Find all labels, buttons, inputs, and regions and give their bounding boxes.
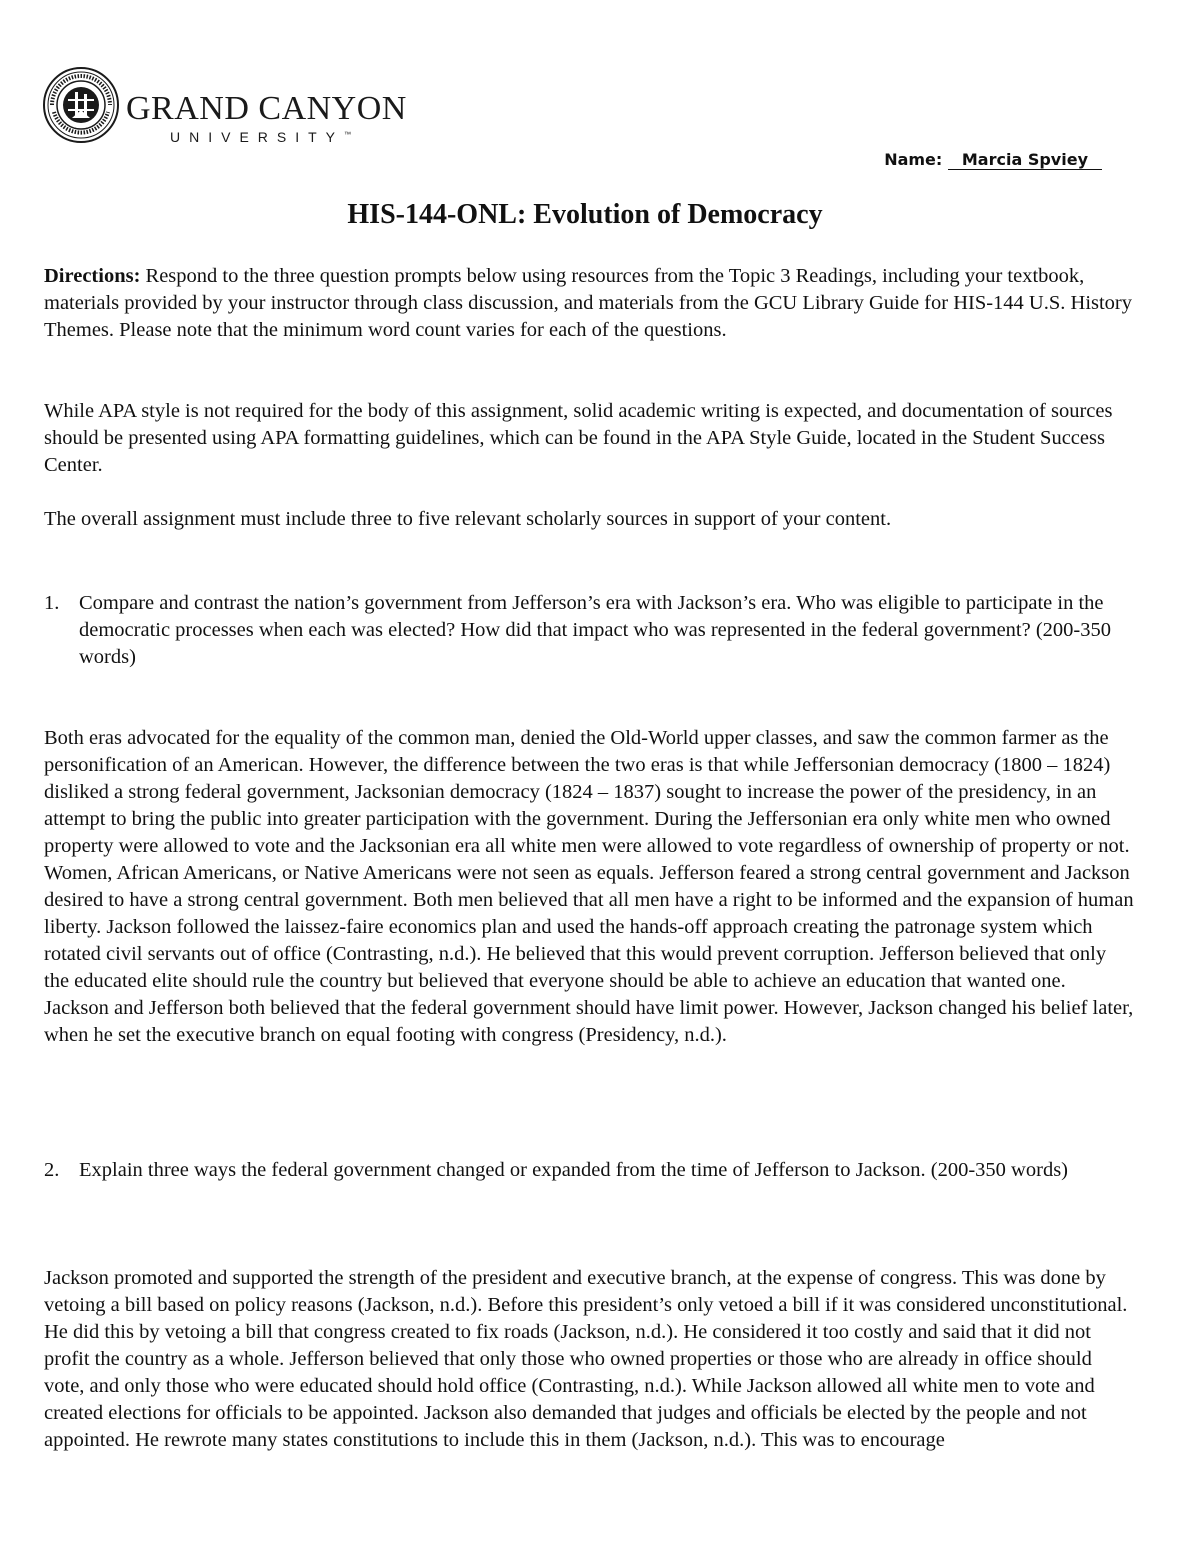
apa-paragraph-text: While APA style is not required for the body of this assignment, solid academic writing is expected, and documentation of sources should be presented using APA formatting guidelines, which can be found in the APA Style Guide, located in the Student Success Center. bbox=[44, 400, 1113, 476]
student-name-line bbox=[884, 150, 1102, 170]
answer-2-text: Jackson promoted and supported the strength of the president and executive branch, at the expense of congress. This was done by vetoing a bill based on policy reasons (Jackson, n.d.). Before this president’s only vetoed a bill if it was considered unconstitutional. He did this by vetoing a bill that congress created to fix roads (Jackson, n.d.). He considered it too costly and said that it did not profit the country as a whole. Jefferson believed that only those who owned properties or those who are already in office should vote, and only those who were educated should hold office (Contrasting, n.d.). While Jackson allowed all white men to vote and created elections for officials to be appointed. Jackson also demanded that judges and officials be elected by the people and not appointed. He rewrote many states constitutions to include this in them (Jackson, n.d.). This was to encourage bbox=[44, 1267, 1128, 1451]
question-1 bbox=[44, 590, 1134, 671]
logo-wordmark: GRAND CANYON bbox=[126, 90, 407, 127]
university-logo bbox=[42, 66, 407, 152]
logo-trademark-mark: ™ bbox=[344, 131, 352, 139]
question-1-number: 1. bbox=[44, 592, 60, 614]
question-2 bbox=[44, 1157, 1134, 1184]
logo-subtitle bbox=[170, 129, 351, 145]
apa-paragraph bbox=[44, 398, 1134, 479]
sources-paragraph-text: The overall assignment must include three to five relevant scholarly sources in support of your content. bbox=[44, 508, 892, 530]
question-1-prompt: Compare and contrast the nation’s government from Jefferson’s era with Jackson’s era. Who was eligible to participate in the democratic processes when each was elected? How did that impact who was represented in the federal government? (200-350 words) bbox=[79, 592, 1111, 668]
sources-paragraph bbox=[44, 506, 1134, 533]
question-2-number: 2. bbox=[44, 1159, 60, 1181]
question-2-prompt: Explain three ways the federal government changed or expanded from the time of Jefferson to Jackson. (200-350 words) bbox=[79, 1159, 1068, 1181]
name-label: Name: bbox=[884, 150, 943, 169]
name-value: Marcia Spviey bbox=[948, 150, 1102, 170]
logo-subtitle-text: UNIVERSITY bbox=[170, 129, 345, 145]
directions-paragraph bbox=[44, 263, 1134, 344]
university-seal-icon bbox=[42, 66, 120, 144]
directions-text: Respond to the three question prompts below using resources from the Topic 3 Readings, including your textbook, materials provided by your instructor through class discussion, and materials from the GCU Library Guide for HIS-144 U.S. History Themes. Please note that the minimum word count varies for each of the questions. bbox=[44, 265, 1133, 341]
document-title: HIS-144-ONL: Evolution of Democracy bbox=[347, 199, 823, 230]
answer-2 bbox=[44, 1265, 1134, 1454]
directions-label: Directions: bbox=[44, 265, 141, 287]
answer-1 bbox=[44, 725, 1134, 1049]
answer-1-text: Both eras advocated for the equality of the common man, denied the Old-World upper classes, and saw the common farmer as the personification of an American. However, the difference between the two eras is that while Jeffersonian democracy (1800 – 1824) disliked a strong federal government, Jacksonian democracy (1824 – 1837) sought to increase the power of the presidency, in an attempt to bring the public into greater participation with the government. During the Jeffersonian era only white men who owned property were allowed to vote and the Jacksonian era all white men were allowed to vote regardless of ownership of property or not. Women, African Americans, or Native Americans were not seen as equals. Jefferson feared a strong central government and Jackson desired to have a strong central government. Both men believed that all men have a right to be informed and the expansion of human liberty. Jackson followed the laissez-faire economics plan and used the hands-off approach creating the patronage system which rotated civil servants out of office (Contrasting, n.d.). He believed that this would prevent corruption. Jefferson believed that only the educated elite should rule the country but believed that everyone should be able to achieve an education that wanted one. Jackson and Jefferson both believed that the federal government should have limit power. However, Jackson changed his belief later, when he set the executive branch on equal footing with congress (Presidency, n.d.). bbox=[44, 727, 1134, 1046]
